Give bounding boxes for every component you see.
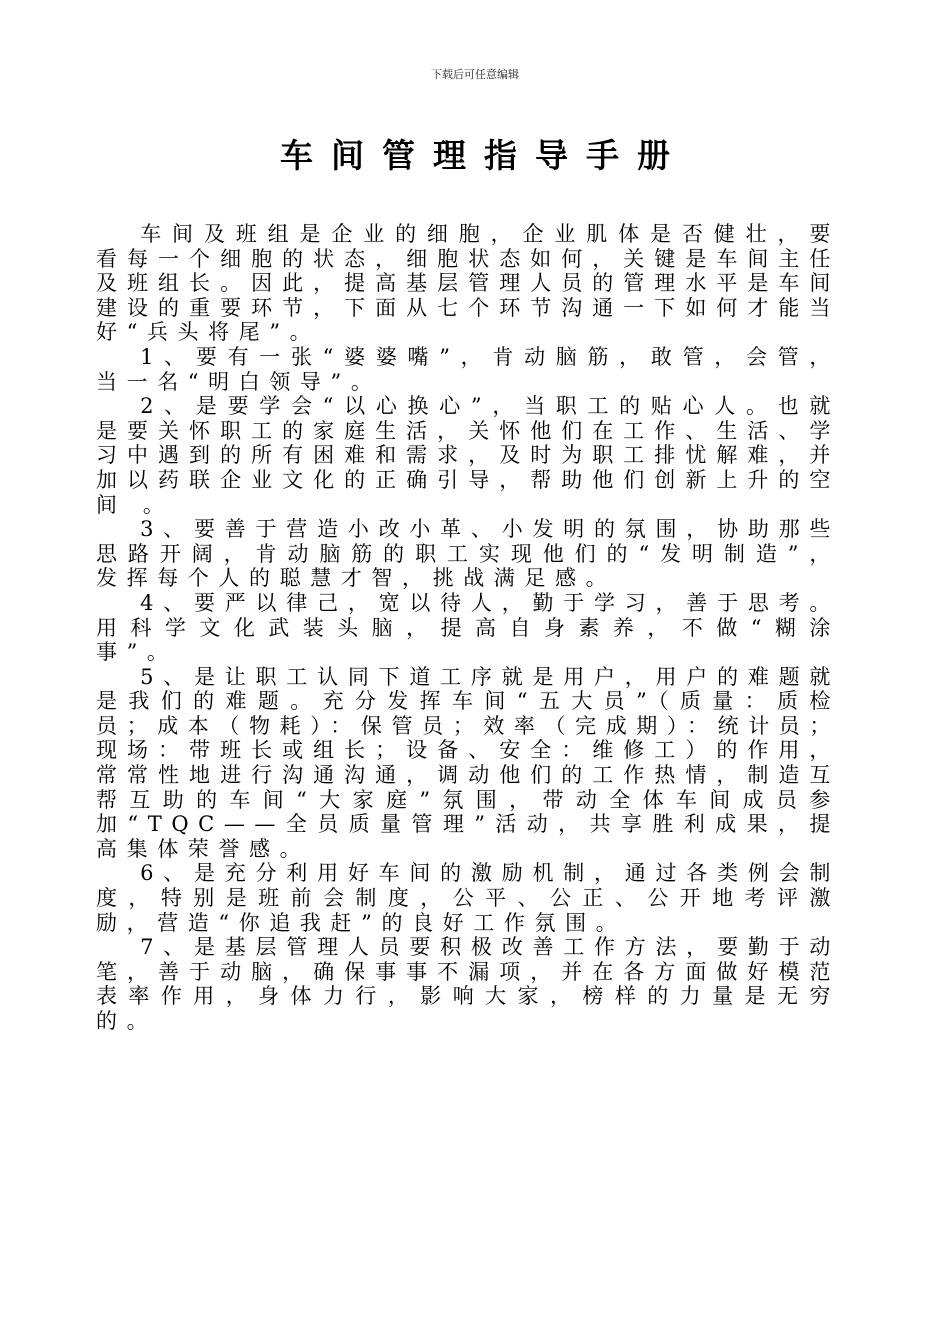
point-3-paragraph: 3、要善于营造小改小革、小发明的氛围，协助那些思路开阔，肯动脑筋的职工实现他们的“发明制造”，发挥每个人的聪慧才智，挑战满足感。 bbox=[96, 517, 840, 591]
point-6-paragraph: 6、是充分利用好车间的激励机制，通过各类例会制度，特别是班前会制度，公平、公正、公开地考评激励，营造“你追我赶”的良好工作氛围。 bbox=[96, 861, 840, 935]
point-4-paragraph: 4、要严以律己，宽以待人，勤于学习，善于思考。用科学文化武装头脑，提高自身素养，不做“糊涂事”。 bbox=[96, 590, 840, 665]
document-body bbox=[96, 222, 840, 1034]
point-1-paragraph: 1、要有一张“婆婆嘴”，肯动脑筋，敢管，会管，当一名“明白领导”。 bbox=[96, 344, 840, 394]
document-title: 车间管理指导手册 bbox=[280, 136, 688, 175]
page-header-note: 下载后可任意编辑 bbox=[431, 68, 519, 81]
point-7-paragraph: 7、是基层管理人员要积极改善工作方法，要勤于动笔，善于动脑，确保事事不漏项，并在各方面做好模范表率作用，身体力行，影响大家，榜样的力量是无穷的。 bbox=[96, 935, 840, 1033]
point-2-paragraph: 2、是要学会“以心换心”，当职工的贴心人。也就是要关怀职工的家庭生活，关怀他们在工作、生活、学习中遇到的所有困难和需求，及时为职工排忧解难，并加以药联企业文化的正确引导，帮助他们创新上升的空间 。 bbox=[96, 394, 840, 517]
intro-paragraph: 车间及班组是企业的细胞，企业肌体是否健壮，要看每一个细胞的状态，细胞状态如何，关键是车间主任及班组长。因此，提高基层管理人员的管理水平是车间建设的重要环节，下面从七个环节沟通一下如何才能当好“兵头将尾”。 bbox=[96, 222, 840, 345]
point-5-paragraph: 5、是让职工认同下道工序就是用户，用户的难题就是我们的难题。充分发挥车间“五大员”（质量：质检员；成本（物耗）：保管员；效率（完成期）：统计员；现场：带班长或组长；设备、安全：维修工）的作用，常常性地进行沟通沟通，调动他们的工作热情，制造互帮互助的车间“大家庭”氛围，带动全体车间成员参加“TQC——全员质量管理”活动，共享胜利成果，提高集体荣誉感。 bbox=[96, 664, 840, 861]
